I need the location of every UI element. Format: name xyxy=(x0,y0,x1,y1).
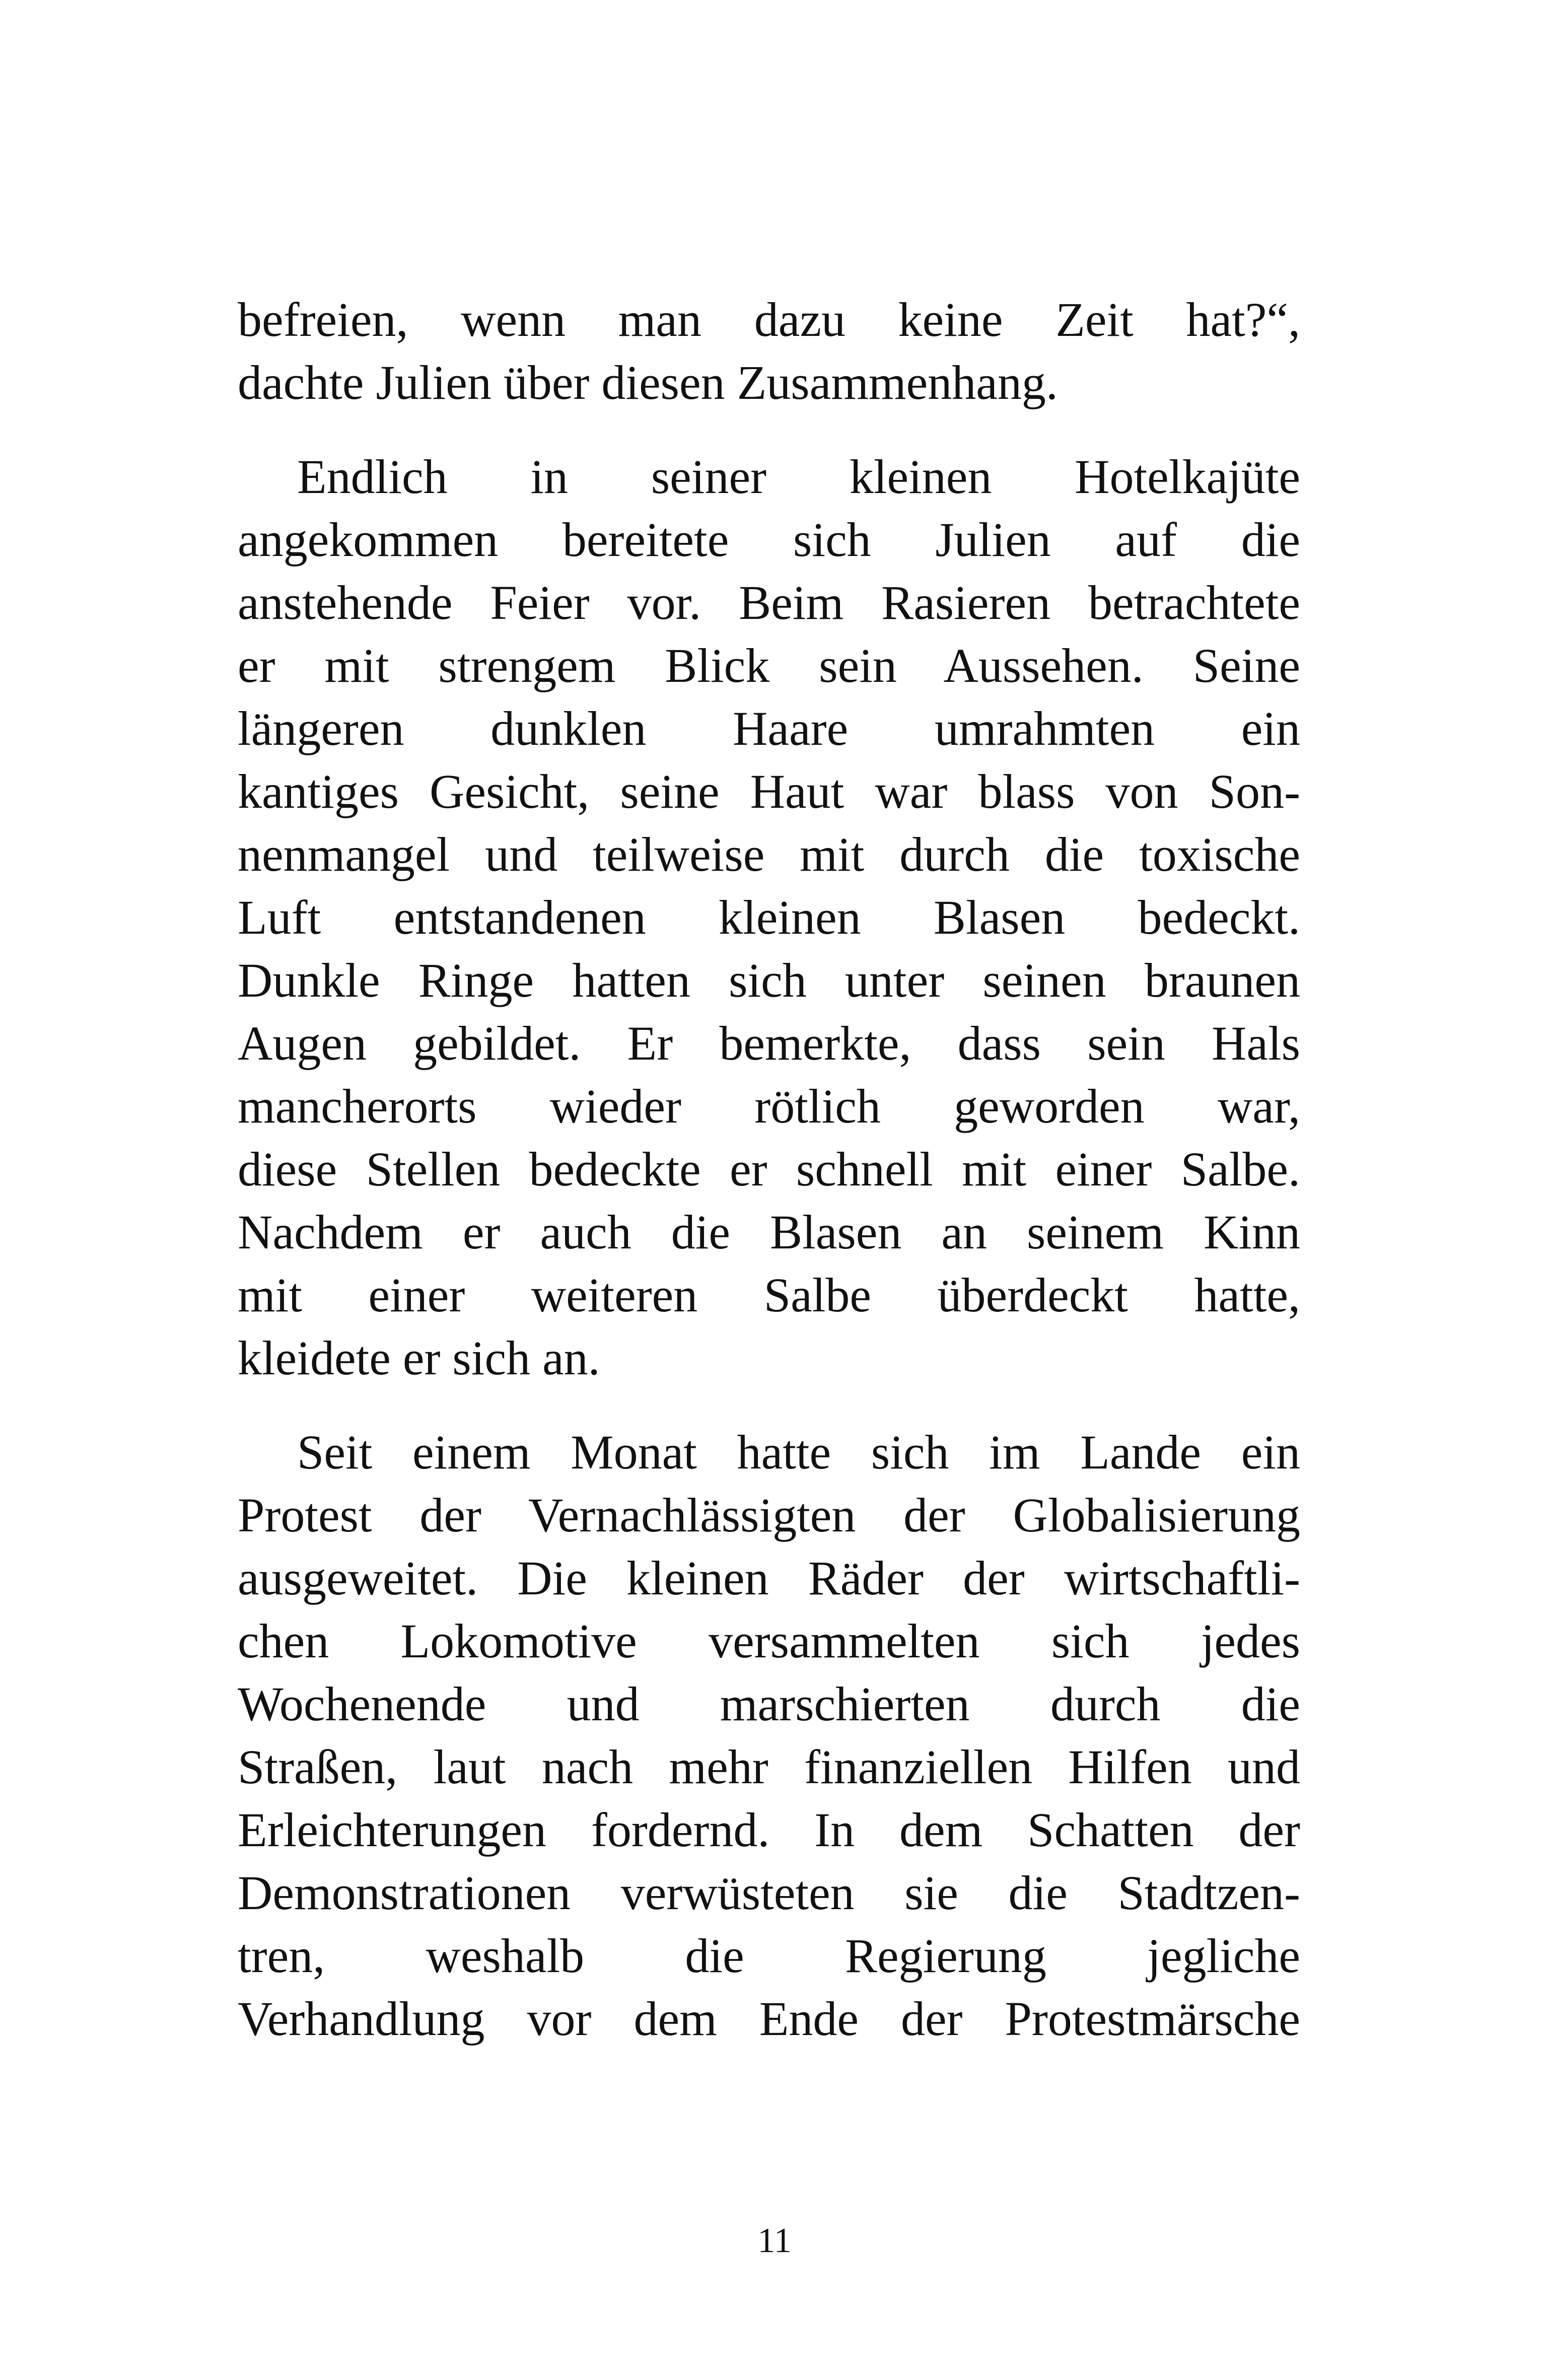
text-line: anstehende Feier vor. Beim Rasieren betrachtete xyxy=(238,576,1300,629)
text-line: Straßen, laut nach mehr finanziellen Hilfen und xyxy=(238,1740,1300,1794)
text-line: Endlich in seiner kleinen Hotelkajüte xyxy=(297,450,1300,504)
text-line: Verhandlung vor dem Ende der Protestmärsche xyxy=(238,1992,1300,2046)
text-line: Nachdem er auch die Blasen an seinem Kinn xyxy=(238,1205,1300,1259)
text-line: befreien, wenn man dazu keine Zeit hat?“, xyxy=(238,293,1300,346)
text-line: dachte Julien über diesen Zusammenhang. xyxy=(238,356,1058,409)
paragraph-3 xyxy=(238,1421,1300,2050)
text-line: Erleichterungen fordernd. In dem Schatten der xyxy=(238,1803,1300,1857)
text-line: kantiges Gesicht, seine Haut war blass von Son- xyxy=(238,764,1300,818)
body-text xyxy=(238,288,1300,2050)
page-number: 11 xyxy=(757,2221,792,2260)
text-line: Augen gebildet. Er bemerkte, dass sein Hals xyxy=(238,1016,1300,1070)
text-line: Wochenende und marschierten durch die xyxy=(238,1677,1300,1731)
text-line: Demonstrationen verwüsteten sie die Stadtzen- xyxy=(238,1866,1300,1920)
text-line: längeren dunklen Haare umrahmten ein xyxy=(238,702,1300,755)
text-line: diese Stellen bedeckte er schnell mit einer Salbe. xyxy=(238,1142,1300,1196)
text-line: tren, weshalb die Regierung jegliche xyxy=(238,1929,1300,1983)
text-line: ausgeweitet. Die kleinen Räder der wirtschaftli- xyxy=(238,1551,1300,1605)
text-line: Dunkle Ringe hatten sich unter seinen braunen xyxy=(238,953,1300,1007)
text-line: chen Lokomotive versammelten sich jedes xyxy=(238,1614,1300,1668)
text-line: nenmangel und teilweise mit durch die toxische xyxy=(238,827,1300,881)
paragraph-2 xyxy=(238,445,1300,1389)
text-line: Seit einem Monat hatte sich im Lande ein xyxy=(297,1425,1300,1479)
text-line: angekommen bereitete sich Julien auf die xyxy=(238,513,1300,567)
text-line: er mit strengem Blick sein Aussehen. Seine xyxy=(238,639,1300,692)
text-line: Protest der Vernachlässigten der Globalisierung xyxy=(238,1488,1300,1542)
text-line: kleidete er sich an. xyxy=(238,1331,600,1385)
text-line: mancherorts wieder rötlich geworden war, xyxy=(238,1079,1300,1133)
paragraph-1 xyxy=(238,288,1300,414)
text-line: Luft entstandenen kleinen Blasen bedeckt. xyxy=(238,890,1300,944)
text-line: mit einer weiteren Salbe überdeckt hatte, xyxy=(238,1268,1300,1322)
